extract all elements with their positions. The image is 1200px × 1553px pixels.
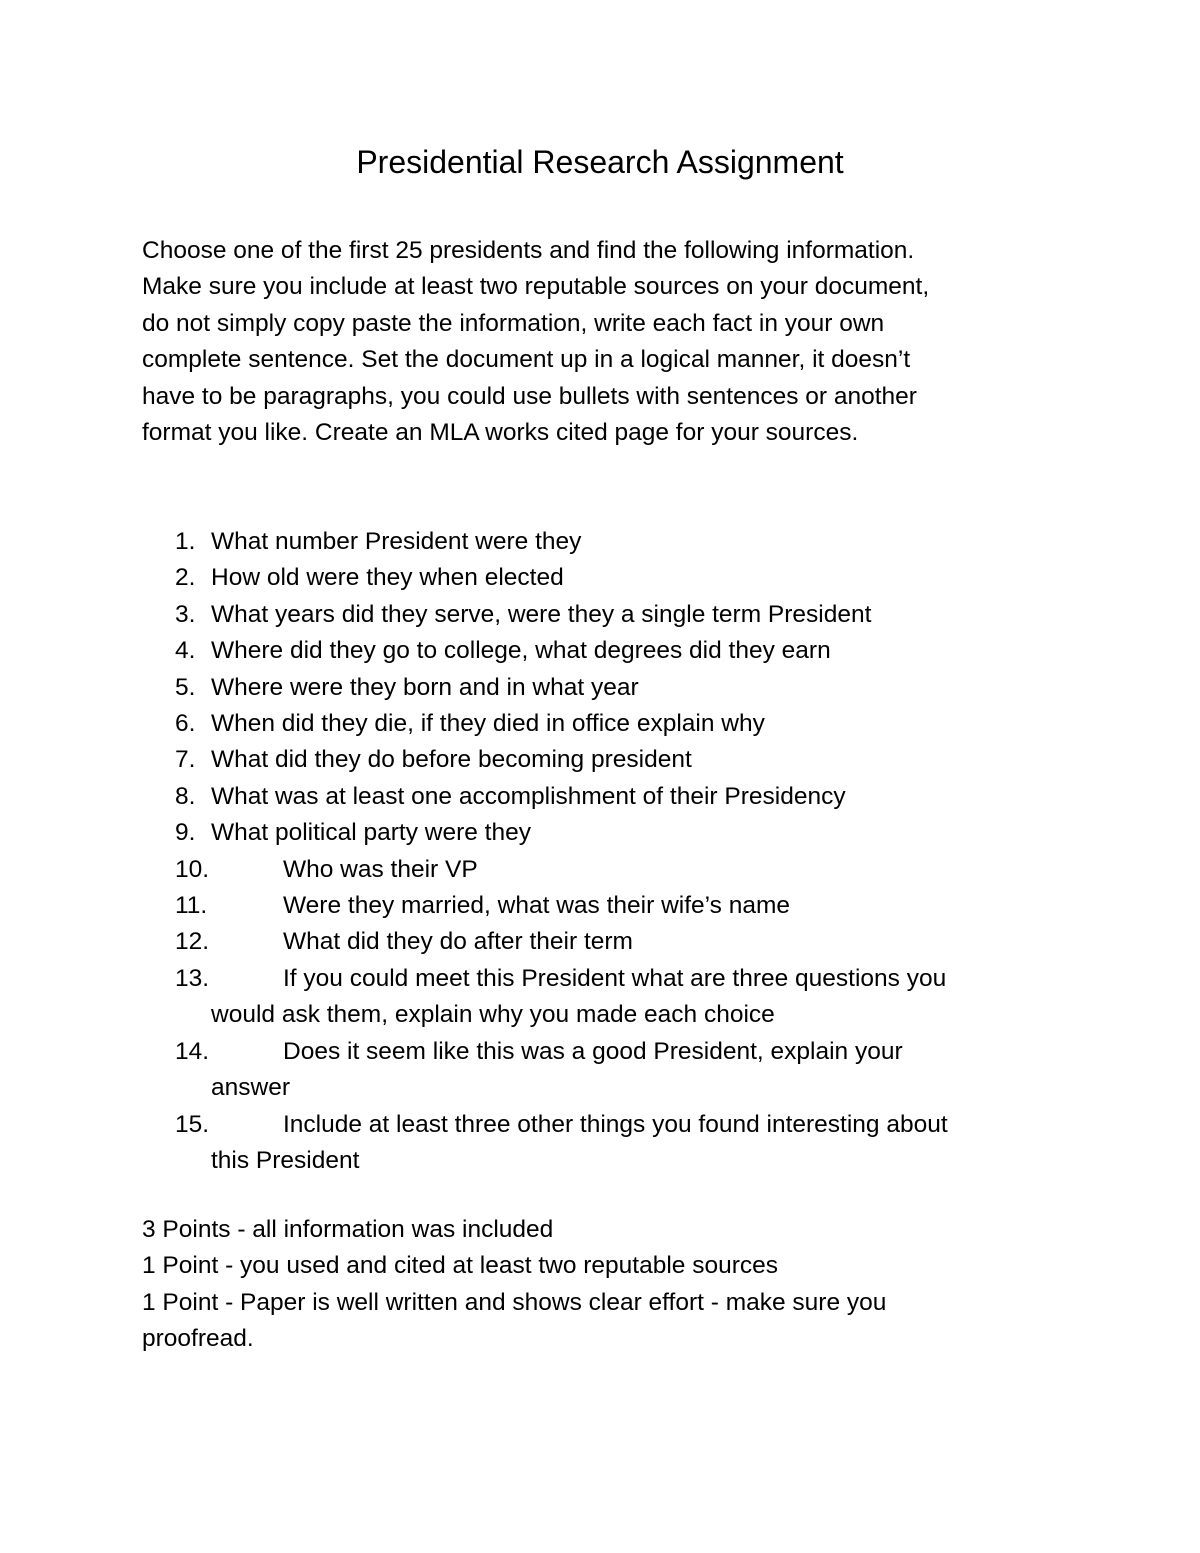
item-number: 11. (175, 892, 208, 920)
list-item (142, 706, 1062, 742)
item-text: Does it seem like this was a good President, explain your (283, 1037, 903, 1065)
intro-line: format you like. Create an MLA works cited page for your sources. (142, 419, 859, 447)
item-number: 12. (175, 928, 210, 956)
item-text: Where did they go to college, what degrees did they earn (211, 637, 831, 665)
intro-paragraph (142, 233, 1062, 451)
item-text: What did they do after their term (283, 928, 633, 956)
list-item (142, 597, 1062, 633)
item-number: 8. (175, 782, 196, 810)
list-item (142, 815, 1062, 851)
item-text: What political party were they (211, 819, 531, 847)
item-number: 15. (175, 1110, 210, 1138)
item-text: Who was their VP (283, 855, 478, 883)
item-text-continued: this President (211, 1146, 360, 1174)
list-item (142, 779, 1062, 815)
list-item (142, 852, 1062, 888)
item-text: Where were they born and in what year (211, 673, 639, 701)
intro-line: Make sure you include at least two reputable sources on your document, (142, 273, 930, 301)
page-title: Presidential Research Assignment (356, 144, 844, 180)
question-list (142, 524, 1062, 1179)
item-number: 14. (175, 1037, 210, 1065)
list-item (142, 888, 1062, 924)
item-number: 2. (175, 564, 196, 592)
item-text: When did they die, if they died in office explain why (211, 710, 765, 738)
list-item (142, 924, 1062, 960)
item-number: 9. (175, 819, 196, 847)
item-text: Include at least three other things you found interesting about (283, 1110, 948, 1138)
item-number: 5. (175, 673, 196, 701)
list-item (142, 524, 1062, 560)
item-text: How old were they when elected (211, 564, 564, 592)
rubric-line: 1 Point - you used and cited at least two reputable sources (142, 1252, 779, 1280)
item-text: What did they do before becoming president (211, 746, 692, 774)
item-text: Were they married, what was their wife’s name (283, 892, 790, 920)
list-item (142, 961, 1062, 1034)
list-item (142, 670, 1062, 706)
list-item (142, 1107, 1062, 1180)
item-text: What years did they serve, were they a single term President (211, 600, 872, 628)
intro-line: complete sentence. Set the document up in a logical manner, it doesn’t (142, 346, 911, 374)
rubric-line: proofread. (142, 1325, 254, 1353)
list-item (142, 633, 1062, 669)
item-text-continued: would ask them, explain why you made each choice (211, 1001, 775, 1029)
item-number: 13. (175, 964, 210, 992)
rubric-line: 1 Point - Paper is well written and shows clear effort - make sure you (142, 1288, 887, 1316)
item-text: What was at least one accomplishment of their Presidency (211, 782, 846, 810)
item-number: 3. (175, 600, 196, 628)
item-number: 6. (175, 710, 196, 738)
intro-line: have to be paragraphs, you could use bullets with sentences or another (142, 382, 917, 410)
item-number: 4. (175, 637, 196, 665)
list-item (142, 1034, 1062, 1107)
item-number: 10. (175, 855, 210, 883)
intro-line: Choose one of the first 25 presidents and find the following information. (142, 237, 915, 264)
item-text-continued: answer (211, 1074, 290, 1102)
intro-line: do not simply copy paste the information, write each fact in your own (142, 309, 885, 337)
item-number: 7. (175, 746, 196, 774)
item-text: If you could meet this President what are three questions you (283, 964, 947, 992)
item-number: 1. (175, 528, 196, 555)
list-item (142, 742, 1062, 778)
item-text: What number President were they (211, 528, 582, 555)
grading-rubric (142, 1212, 1062, 1358)
list-item (142, 560, 1062, 596)
rubric-line: 3 Points - all information was included (142, 1216, 554, 1243)
